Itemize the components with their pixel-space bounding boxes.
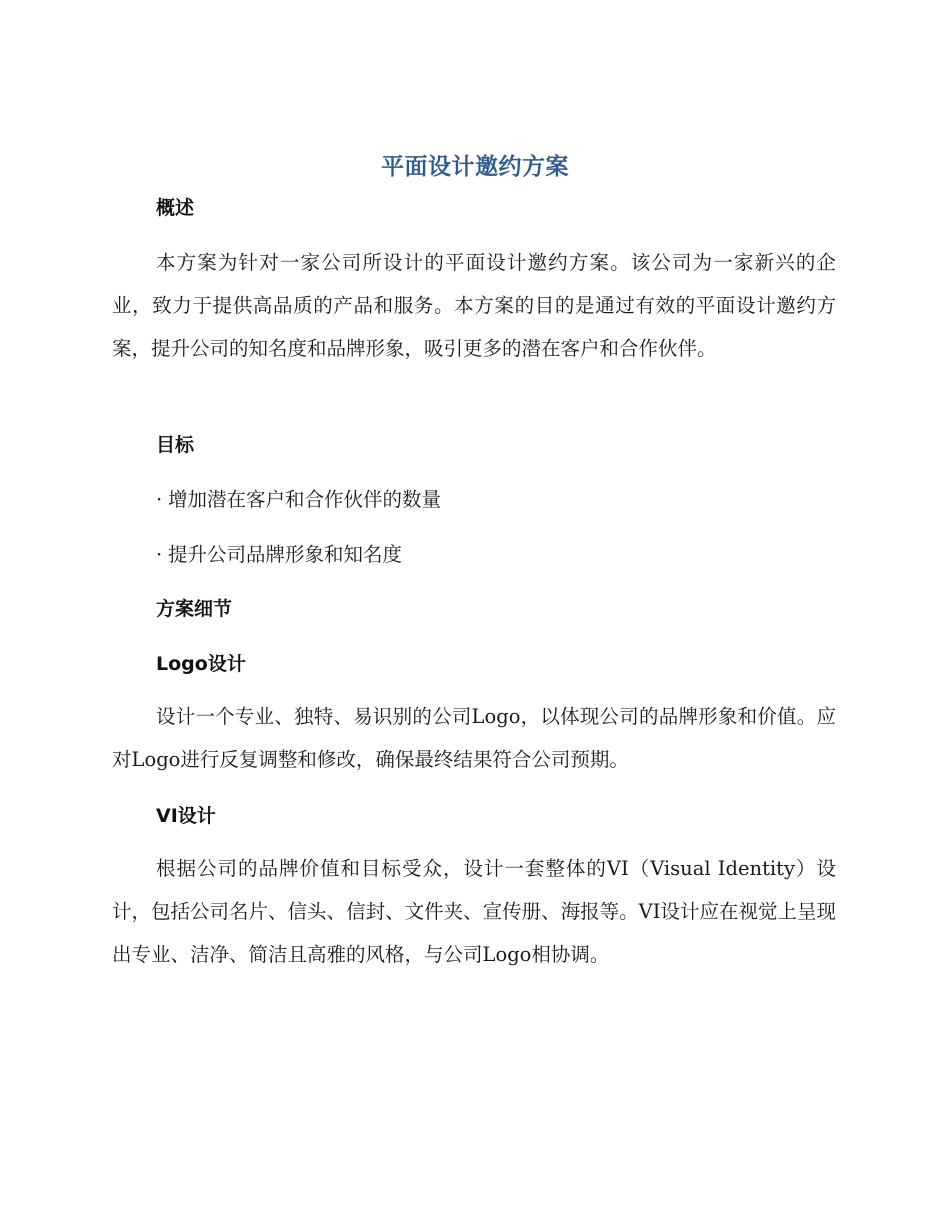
heading-overview: 概述: [156, 197, 195, 219]
heading-goals: 目标: [156, 434, 195, 456]
heading-logo-design: Logo设计: [156, 653, 246, 675]
paragraph-vi-design: 根据公司的品牌价值和目标受众，设计一套整体的VI（Visual Identity）设计，包括公司名片、信头、信封、文件夹、宣传册、海报等。VI设计应在视觉上呈现出专业、洁净、简洁且高雅的风格，与公司Logo相协调。: [112, 857, 836, 966]
bullet-marker: ·: [156, 488, 163, 511]
document-title: 平面设计邀约方案: [381, 154, 569, 180]
heading-details: 方案细节: [156, 598, 233, 620]
goal-item-2: [156, 539, 402, 567]
paragraph-overview: 本方案为针对一家公司所设计的平面设计邀约方案。该公司为一家新兴的企业，致力于提供高品质的产品和服务。本方案的目的是通过有效的平面设计邀约方案，提升公司的知名度和品牌形象，吸引更多的潜在客户和合作伙伴。: [112, 251, 836, 360]
heading-vi-design: VI设计: [156, 805, 216, 827]
goal-item-text: 增加潜在客户和合作伙伴的数量: [168, 488, 442, 511]
bullet-marker: ·: [156, 543, 163, 566]
goal-item-1: [156, 484, 441, 512]
goal-item-text: 提升公司品牌形象和知名度: [168, 543, 403, 566]
paragraph-logo-design: 设计一个专业、独特、易识别的公司Logo，以体现公司的品牌形象和价值。应对Logo进行反复调整和修改，确保最终结果符合公司预期。: [112, 705, 836, 771]
